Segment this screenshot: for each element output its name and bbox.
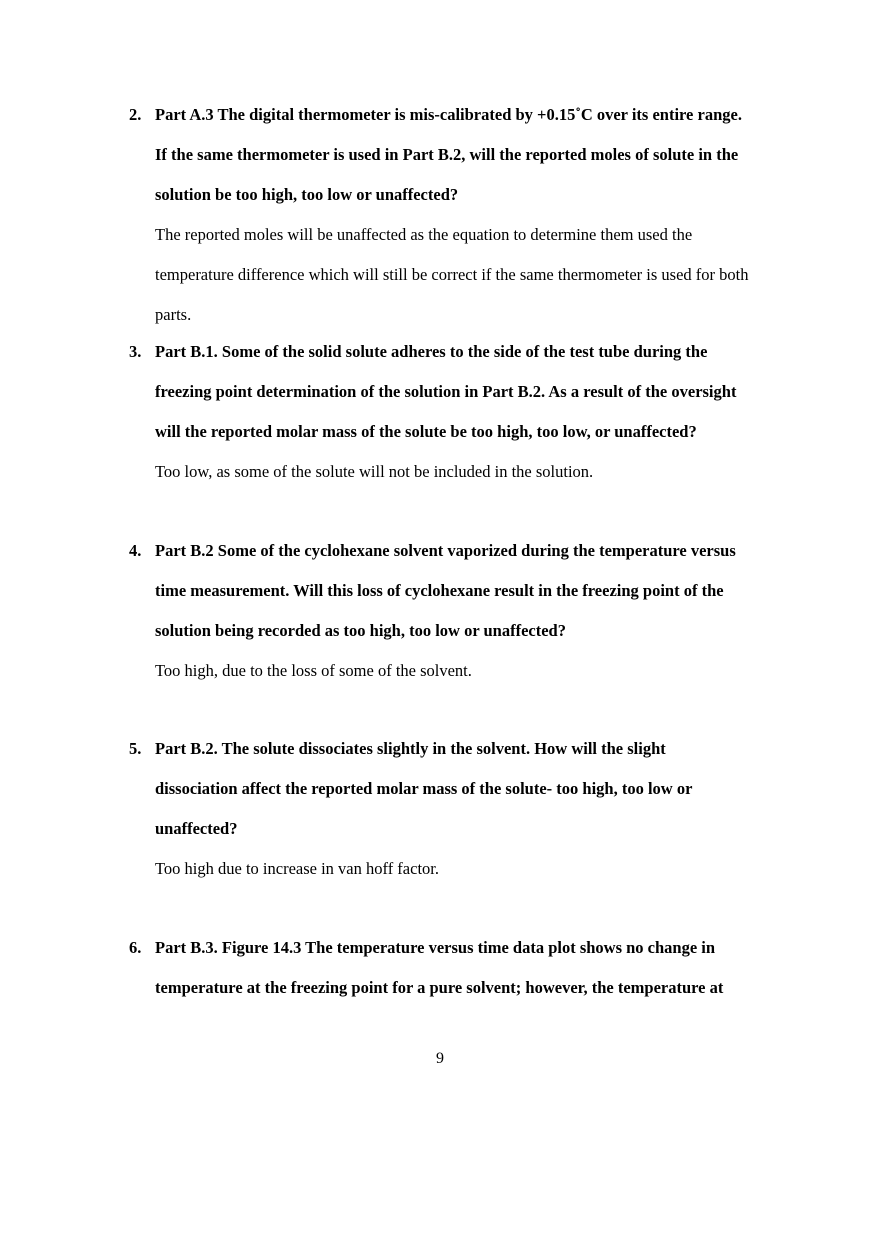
answer-text: Too high, due to the loss of some of the solvent. <box>155 661 472 680</box>
question-4 <box>129 531 789 691</box>
question-text: Part B.2. The solute dissociates slightly in the solvent. How will the slight dissociation affect the reported molar mass of the solute- too high, too low or unaffected? <box>155 739 693 838</box>
answer-text: Too high due to increase in van hoff factor. <box>155 859 439 878</box>
answer-text: Too low, as some of the solute will not be included in the solution. <box>155 462 594 481</box>
question-5 <box>129 729 789 889</box>
question-6 <box>129 928 789 1008</box>
question-number: 5. <box>129 739 142 758</box>
question-number: 3. <box>129 342 142 361</box>
question-text: Part B.3. Figure 14.3 The temperature versus time data plot shows no change in temperature at the freezing point for a pure solvent; however, the temperature at <box>155 938 724 997</box>
question-2 <box>129 95 789 335</box>
question-3 <box>129 332 789 492</box>
answer-text: The reported moles will be unaffected as the equation to determine them used the temperature difference which will still be correct if the same thermometer is used for both parts. <box>155 225 749 324</box>
question-text: Part A.3 The digital thermometer is mis-calibrated by +0.15˚C over its entire range. If the same thermometer is used in Part B.2, will the reported moles of solute in the solution be too high, too low or unaffected? <box>155 105 742 204</box>
question-text: Part B.1. Some of the solid solute adheres to the side of the test tube during the freezing point determination of the solution in Part B.2. As a result of the oversight will the reported molar mass of the solute be too high, too low, or unaffected? <box>155 342 737 441</box>
question-number: 2. <box>129 105 142 124</box>
question-number: 4. <box>129 541 142 560</box>
question-text: Part B.2 Some of the cyclohexane solvent vaporized during the temperature versus time measurement. Will this loss of cyclohexane result in the freezing point of the solution being recorded as too high, too low or unaffected? <box>155 541 736 640</box>
page-number: 9 <box>436 1050 444 1067</box>
question-number: 6. <box>129 938 142 957</box>
